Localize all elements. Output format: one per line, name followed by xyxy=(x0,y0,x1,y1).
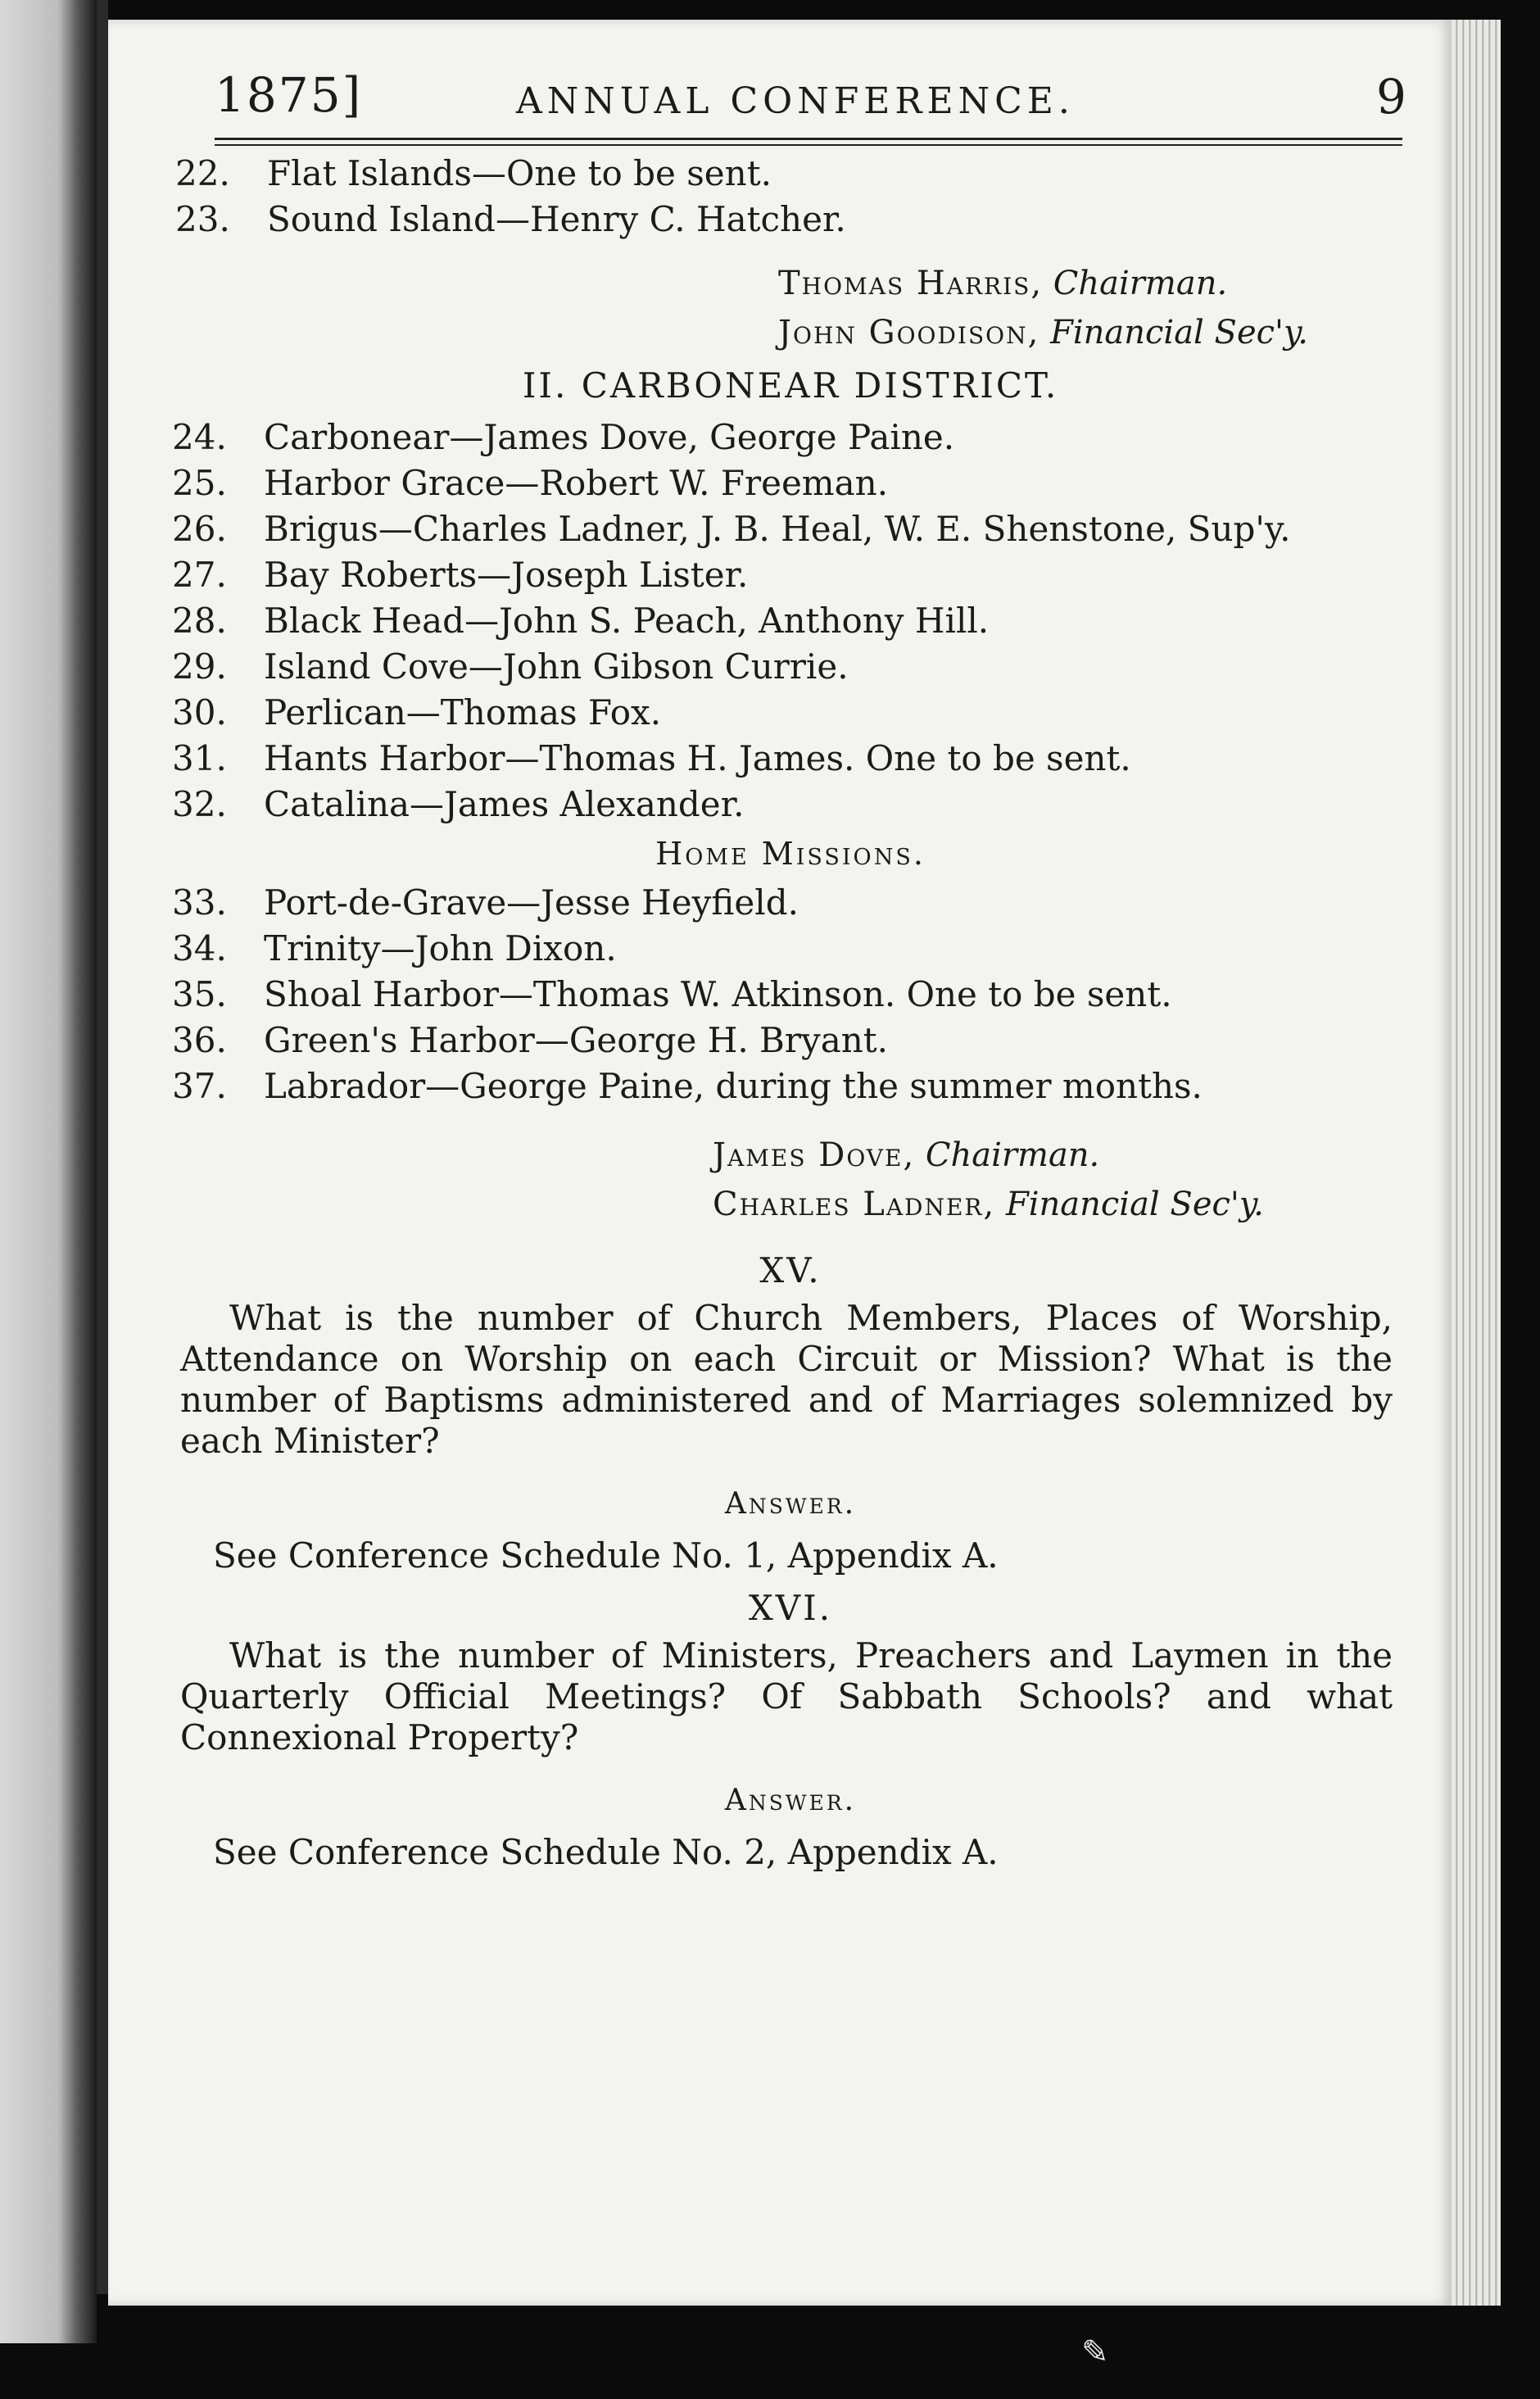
station-text: Black Head—John S. Peach, Anthony Hill. xyxy=(264,601,990,641)
station-number: 30. xyxy=(172,692,227,732)
station-entry xyxy=(175,197,1412,243)
answer-text: See Conference Schedule No. 2, Appendix A. xyxy=(213,1832,999,1872)
home-missions-heading: Home Missions. xyxy=(655,836,926,872)
question-text: What is the number of Ministers, Preachers and Laymen in the Quarterly Official Meetings? Of Sabbath Schools? and what Connexional Property? xyxy=(180,1635,1393,1757)
station-text: Flat Islands—One to be sent. xyxy=(267,153,772,193)
page-stack-edges xyxy=(1452,20,1501,2306)
signature-name: Charles Ladner, xyxy=(713,1186,996,1223)
header-year: 1875] xyxy=(215,67,363,123)
mission-number: 37. xyxy=(172,1066,227,1106)
station-entry xyxy=(172,690,1409,736)
station-number: 23. xyxy=(175,199,230,239)
station-entry xyxy=(172,644,1409,690)
mission-entry xyxy=(172,880,1409,926)
station-text: Harbor Grace—Robert W. Freeman. xyxy=(264,463,889,503)
mission-number: 36. xyxy=(172,1020,227,1060)
station-text: Island Cove—John Gibson Currie. xyxy=(264,646,849,687)
mission-text: Trinity—John Dixon. xyxy=(264,928,617,968)
question-numeral: XV. xyxy=(759,1250,822,1290)
question-text: What is the number of Church Members, Places of Worship, Attendance on Worship on each Circuit or Mission? What is the number of Baptisms administered and of Marriages solemnized by each Minister? xyxy=(180,1298,1393,1461)
station-entry xyxy=(175,151,1412,197)
signature-role: Financial Sec'y. xyxy=(1005,1186,1264,1223)
scan-artifact-mark: ✎ xyxy=(1081,2333,1109,2371)
question-numeral: XVI. xyxy=(748,1588,833,1628)
station-number: 32. xyxy=(172,784,227,824)
station-entry xyxy=(172,552,1409,598)
signature-name: Thomas Harris, xyxy=(778,265,1044,302)
station-number: 28. xyxy=(172,601,227,641)
station-number: 27. xyxy=(172,555,227,595)
signature-secretary xyxy=(172,308,1409,357)
running-header xyxy=(172,57,1409,139)
book-gutter xyxy=(97,0,108,2294)
station-text: Bay Roberts—Joseph Lister. xyxy=(264,555,749,595)
page-number: 9 xyxy=(1376,69,1406,125)
home-missions-list xyxy=(172,880,1409,1109)
mission-number: 33. xyxy=(172,882,227,923)
answer-label: Answer. xyxy=(724,1784,857,1817)
mission-entry xyxy=(172,1018,1409,1063)
station-entry xyxy=(172,598,1409,644)
station-text: Brigus—Charles Ladner, J. B. Heal, W. E. Shenstone, Sup'y. xyxy=(264,509,1291,549)
station-number: 22. xyxy=(175,153,230,193)
station-entry xyxy=(172,782,1409,828)
signature-name: John Goodison, xyxy=(778,314,1040,351)
header-title: ANNUAL CONFERENCE. xyxy=(516,80,1075,122)
signature-chairman xyxy=(172,1131,1409,1180)
station-list-carbonear xyxy=(172,415,1409,828)
mission-number: 35. xyxy=(172,974,227,1014)
station-entry xyxy=(172,506,1409,552)
station-number: 25. xyxy=(172,463,227,503)
station-number: 24. xyxy=(172,417,227,457)
signature-role: Chairman. xyxy=(1053,265,1228,302)
answer-text: See Conference Schedule No. 1, Appendix A. xyxy=(213,1535,999,1576)
mission-entry xyxy=(172,972,1409,1018)
station-text: Perlican—Thomas Fox. xyxy=(264,692,662,732)
header-rule xyxy=(215,138,1402,146)
mission-text: Green's Harbor—George H. Bryant. xyxy=(264,1020,889,1060)
station-entry xyxy=(172,736,1409,782)
signature-role: Chairman. xyxy=(925,1136,1100,1174)
station-text: Catalina—James Alexander. xyxy=(264,784,745,824)
facing-page-edge xyxy=(0,0,97,2343)
mission-entry xyxy=(172,926,1409,972)
mission-text: Labrador—George Paine, during the summer months. xyxy=(264,1066,1203,1106)
station-number: 26. xyxy=(172,509,227,549)
station-text: Hants Harbor—Thomas H. James. One to be sent. xyxy=(264,738,1131,778)
station-text: Sound Island—Henry C. Hatcher. xyxy=(267,199,846,239)
page-content xyxy=(172,57,1409,1878)
station-entry xyxy=(172,460,1409,506)
station-text: Carbonear—James Dove, George Paine. xyxy=(264,417,955,457)
district-heading: II. CARBONEAR DISTRICT. xyxy=(522,365,1059,406)
signature-chairman xyxy=(172,259,1409,308)
signature-name: James Dove, xyxy=(713,1136,916,1174)
answer-label: Answer. xyxy=(724,1487,857,1521)
station-number: 31. xyxy=(172,738,227,778)
station-number: 29. xyxy=(172,646,227,687)
mission-entry xyxy=(172,1063,1409,1109)
mission-text: Port-de-Grave—Jesse Heyfield. xyxy=(264,882,799,923)
station-list-section-one xyxy=(172,151,1409,243)
signature-role: Financial Sec'y. xyxy=(1050,314,1309,351)
mission-text: Shoal Harbor—Thomas W. Atkinson. One to be sent. xyxy=(264,974,1172,1014)
mission-number: 34. xyxy=(172,928,227,968)
signature-secretary xyxy=(172,1180,1409,1229)
station-entry xyxy=(172,415,1409,460)
